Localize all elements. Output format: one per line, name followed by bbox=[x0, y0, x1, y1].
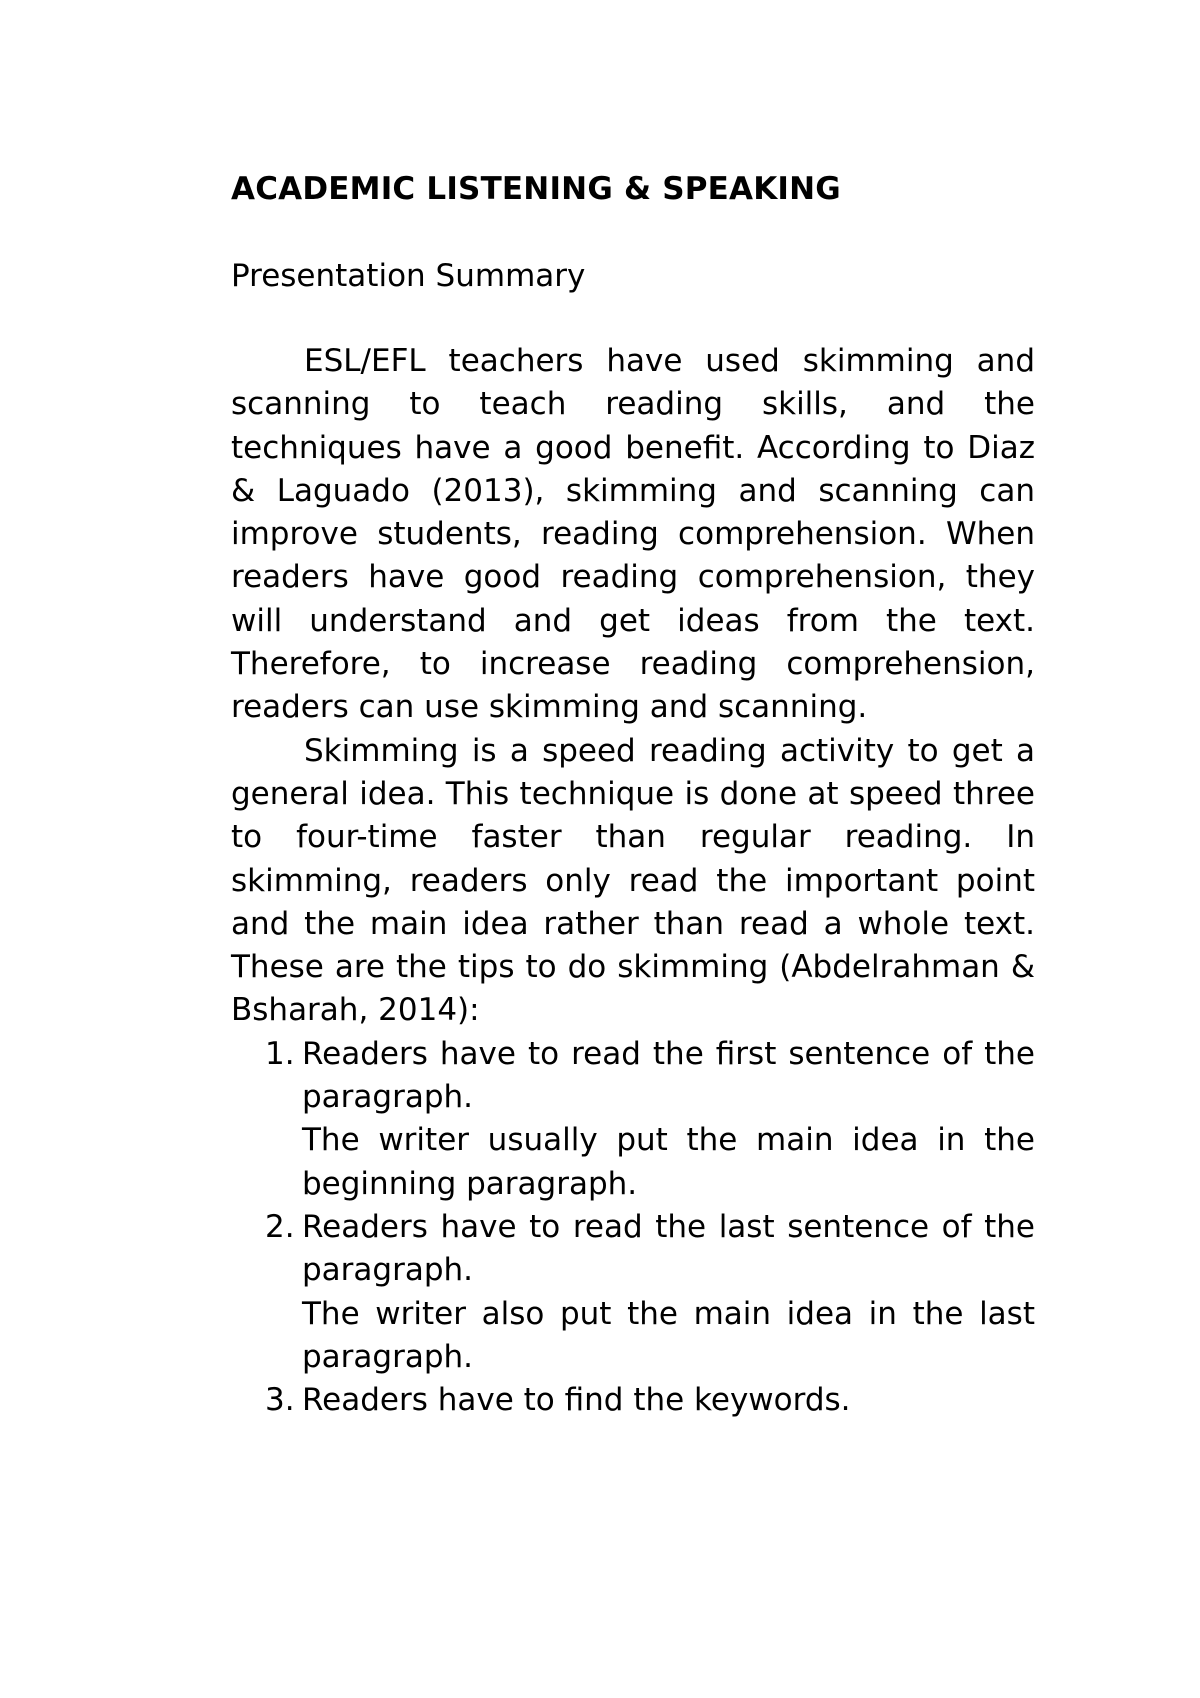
list-item-text: Readers have to find the keywords. bbox=[302, 1382, 851, 1419]
paragraph-skimming: Skimming is a speed reading activity to get a general idea. This technique is done at speed three to four-time faster than regular reading. In skimming, readers only read the important point and the main idea rather than read a whole text. These are the tips to do skimming (Abdelrahman & Bsharah, 2014): bbox=[231, 732, 1035, 1029]
list-item-number: 2. bbox=[265, 1208, 295, 1245]
list-item bbox=[231, 1379, 1035, 1422]
document-page bbox=[231, 168, 1035, 1422]
list-item-text: Readers have to read the last sentence of the paragraph. bbox=[302, 1208, 1035, 1289]
document-subtitle: Presentation Summary bbox=[231, 258, 586, 294]
skimming-tips-list bbox=[231, 1033, 1035, 1423]
list-item bbox=[231, 1206, 1035, 1379]
list-item-number: 1. bbox=[265, 1035, 295, 1072]
list-item-note: The writer also put the main idea in the last paragraph. bbox=[302, 1295, 1035, 1375]
paragraph-intro: ESL/EFL teachers have used skimming and scanning to teach reading skills, and the techniques have a good benefit. According to Diaz & Laguado (2013), skimming and scanning can improve students, reading comprehension. When readers have good reading comprehension, they will understand and get ideas from the text. Therefore, to increase reading comprehension, readers can use skimming and scanning. bbox=[231, 343, 1035, 726]
list-item bbox=[231, 1033, 1035, 1206]
list-item-note: The writer usually put the main idea in the beginning paragraph. bbox=[302, 1122, 1035, 1202]
list-item-text: Readers have to read the first sentence of the paragraph. bbox=[302, 1035, 1035, 1116]
document-title: ACADEMIC LISTENING & SPEAKING bbox=[231, 171, 841, 207]
list-item-number: 3. bbox=[265, 1382, 295, 1419]
